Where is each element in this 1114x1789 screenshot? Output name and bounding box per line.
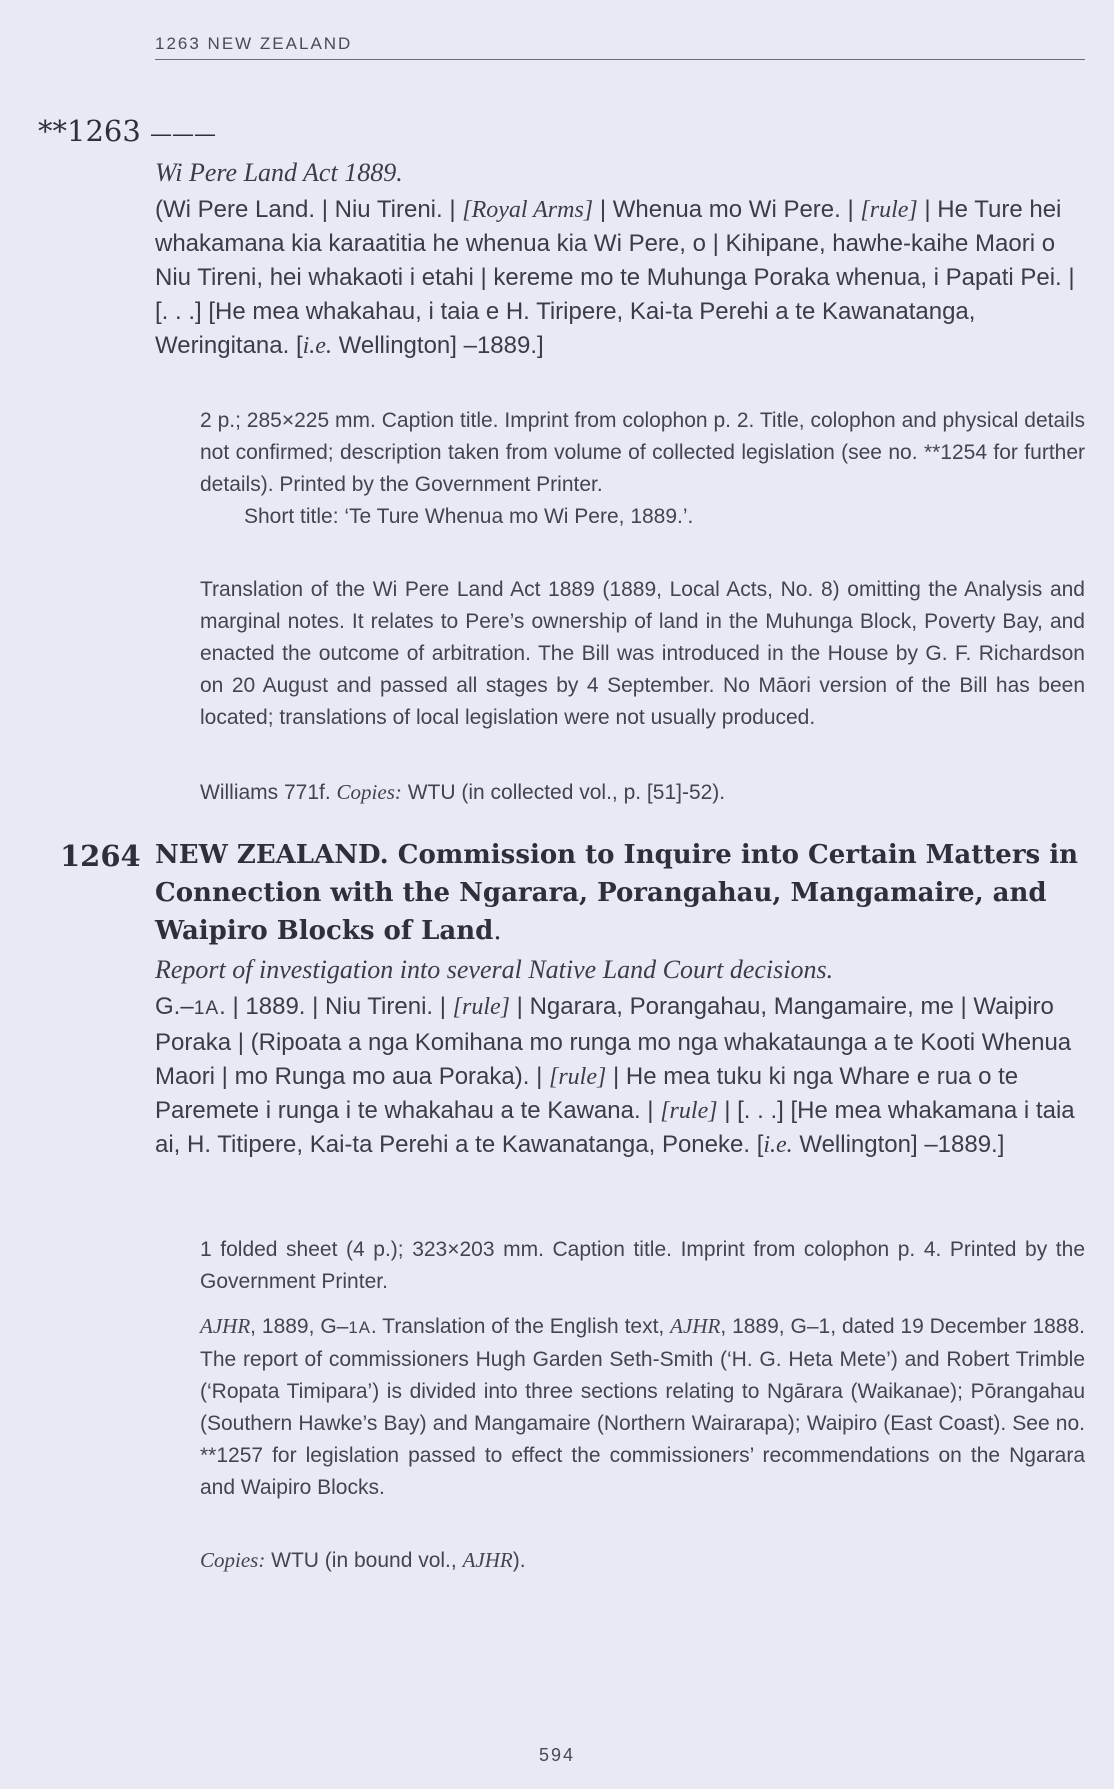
entry-number-1263: **1263 ———	[38, 114, 217, 148]
copies-label: Copies:	[336, 780, 402, 804]
entry-1264-physical	[200, 1234, 1085, 1298]
entry-1264-heading: NEW ZEALAND. Commission to Inquire into Certain Matters in Connection with the Ngarara, Porangahau, Mangamaire, and Waipiro Blocks of Land.	[155, 840, 1079, 946]
entry-1264-transcription: G.–1A. | 1889. | Niu Tireni. | [rule] | Ngarara, Porangahau, Mangamaire, me | Waipiro Poraka | (Ripoata a nga Komihana mo runga mo nga whakataunga a te Kooti Whenua Maori | mo Runga mo aua Poraka). | [rule] | He mea tuku ki nga Whare e rua o te Paremete i runga i te whakahau a te Kawana. | [rule] | [. . .] [He mea whakamana i taia ai, H. Titipere, Kai-ta Perehi a te Kawanatanga, Poneke. [i.e. Wellington] –1889.]	[155, 993, 1075, 1158]
entry-1263-notes	[200, 405, 1085, 533]
copies-label: Copies:	[200, 1548, 266, 1572]
short-title: Short title: ‘Te Ture Whenua mo Wi Pere, 1889.’.	[244, 505, 694, 528]
entry-1264-title: Report of investigation into several Native Land Court decisions.	[155, 955, 834, 984]
entry-1263-title: Wi Pere Land Act 1889.	[155, 158, 403, 187]
entry-number-1264: 1264	[60, 839, 141, 873]
page-number: 594	[538, 1745, 576, 1765]
physical-description: 1 folded sheet (4 p.); 323×203 mm. Caption title. Imprint from colophon p. 4. Printed by the Government Printer.	[200, 1238, 1085, 1293]
entry-1263-note	[200, 574, 1085, 734]
entry-1263-references: Williams 771f. Copies: WTU (in collected vol., p. [51]-52).	[200, 780, 726, 804]
physical-description: 2 p.; 285×225 mm. Caption title. Imprint from colophon p. 2. Title, colophon and physical details not confirmed; description taken from volume of collected legislation (see no. **1254 for further details). Printed by the Government Printer.	[200, 409, 1085, 496]
entry-1264-references: Copies: WTU (in bound vol., AJHR).	[200, 1548, 526, 1572]
entry-1264-note: AJHR, 1889, G–1A. Translation of the English text, AJHR, 1889, G–1, dated 19 December 1888. The report of commissioners Hugh Garden Seth-Smith (‘H. G. Heta Mete’) and Robert Trimble (‘Ropata Timipara’) is divided into three sections relating to Ngārara (Waikanae); Pōrangahau (Southern Hawke’s Bay) and Mangamaire (Northern Wairarapa); Waipiro (East Coast). See no. **1257 for legislation passed to effect the commissioners’ recommendations on the Ngarara and Waipiro Blocks.	[200, 1314, 1085, 1499]
translation-note: Translation of the Wi Pere Land Act 1889 (1889, Local Acts, No. 8) omitting the Analysis and marginal notes. It relates to Pere’s ownership of land in the Muhunga Block, Poverty Bay, and enacted the outcome of arbitration. The Bill was introduced in the House by G. F. Richardson on 20 August and passed all stages by 4 September. No Māori version of the Bill has been located; translations of local legislation were not usually produced.	[200, 578, 1085, 729]
running-head: 1263 NEW ZEALAND	[155, 34, 1085, 60]
entry-dash: ———	[150, 122, 217, 147]
entry-1263-transcription: (Wi Pere Land. | Niu Tireni. | [Royal Arms] | Whenua mo Wi Pere. | [rule] | He Ture hei whakamana kia karaatitia he whenua kia Wi Pere, o | Kihipane, hawhe-kaihe Maori o Niu Tireni, hei whakaoti i etahi | kereme mo te Muhunga Poraka whenua, i Papati Pei. | [. . .] [He mea whakahau, i taia e H. Tiripere, Kai-ta Perehi a te Kawanatanga, Weringitana. [i.e. Wellington] –1889.]	[155, 196, 1075, 359]
